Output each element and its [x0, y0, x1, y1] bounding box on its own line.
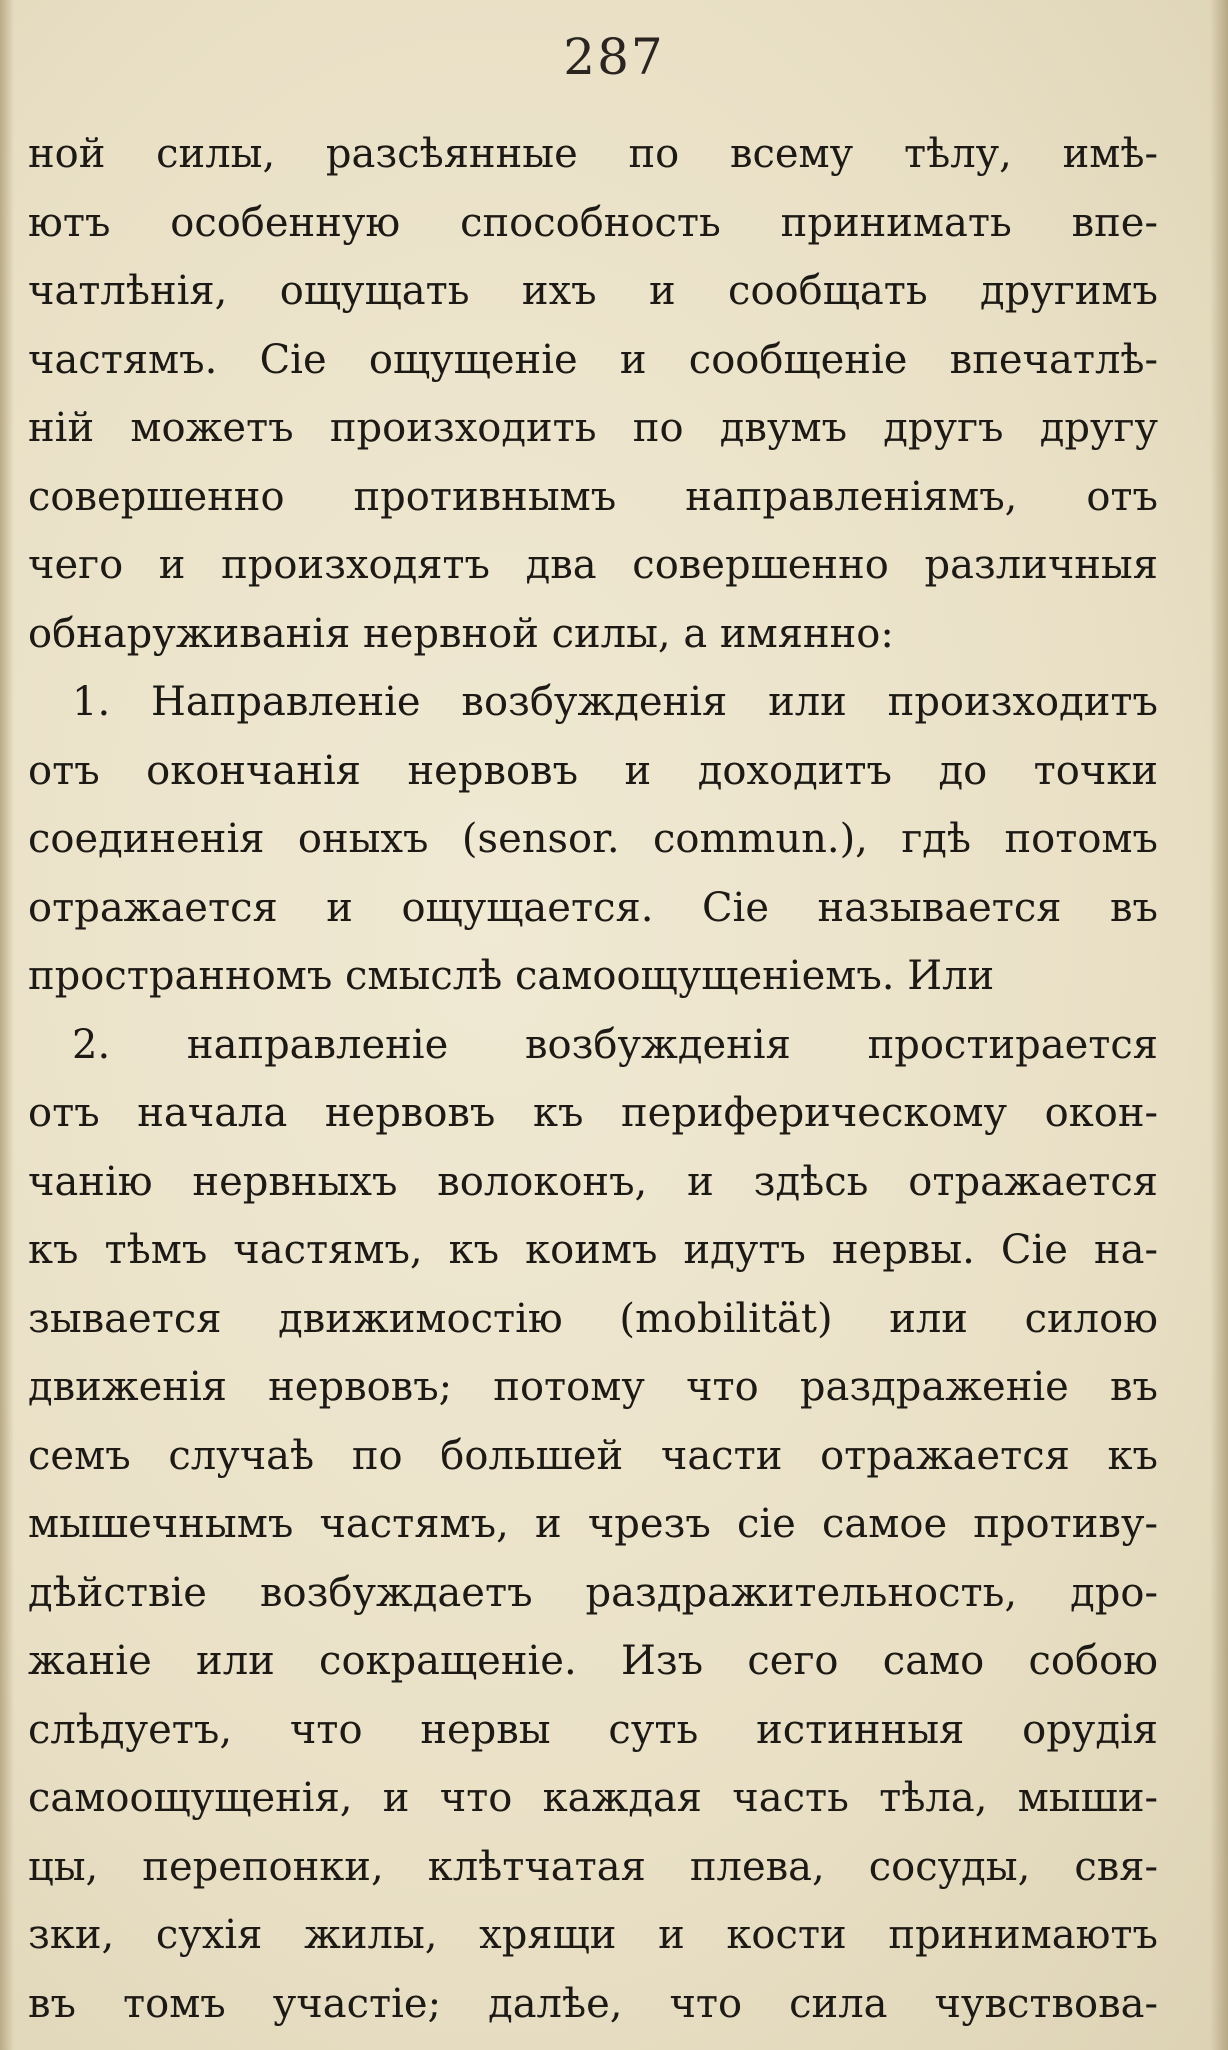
text-line: отъ начала нервовъ къ периферическому окон-: [28, 1090, 1158, 1136]
text-line: пространномъ смыслѣ самоощущеніемъ. Или: [28, 953, 995, 999]
text-line: дѣйствіе возбуждаетъ раздражительность, дро-: [28, 1569, 1158, 1616]
text-line: 1. Направленіе возбужденія или произходитъ: [72, 679, 1158, 725]
text-line: совершенно противнымъ направленіямъ, отъ: [28, 473, 1158, 520]
text-line: цы, перепонки, клѣтчатая плева, сосуды, свя-: [28, 1843, 1158, 1890]
text-line: самоощущенія, и что каждая часть тѣла, мыши-: [28, 1775, 1158, 1821]
text-line: частямъ. Сіе ощущеніе и сообщеніе впечатлѣ-: [28, 336, 1158, 383]
text-line: къ тѣмъ частямъ, къ коимъ идутъ нервы. Сіе на-: [28, 1227, 1158, 1273]
text-line: соединенія оныхъ (sensor. commun.), гдѣ потомъ: [28, 816, 1158, 862]
text-line: ютъ особенную способность принимать впе-: [28, 199, 1158, 246]
page-left-shadow: [0, 0, 14, 2050]
text-line: движенія нервовъ; потому что раздраженіе въ: [28, 1364, 1158, 1410]
text-line: чего и произходятъ два совершенно различныя: [28, 542, 1158, 588]
text-line: обнаруживанія нервной силы, а имянно:: [28, 610, 894, 657]
text-line: жаніе или сокращеніе. Изъ сего само собою: [28, 1638, 1158, 1684]
page-number: 287: [563, 28, 665, 86]
text-line: мышечнымъ частямъ, и чрезъ сіе самое противу-: [28, 1501, 1158, 1547]
body-text: [28, 120, 1158, 2038]
text-line: ной силы, разсѣянные по всему тѣлу, имѣ-: [28, 131, 1158, 177]
text-line: семъ случаѣ по большей части отражается къ: [28, 1432, 1158, 1479]
text-line: зки, сухія жилы, хрящи и кости принимаютъ: [28, 1912, 1158, 1958]
text-line: отъ окончанія нервовъ и доходитъ до точки: [28, 747, 1158, 794]
text-line: слѣдуетъ, что нервы суть истинныя орудія: [28, 1706, 1158, 1753]
text-line: отражается и ощущается. Сіе называется въ: [28, 884, 1158, 931]
text-line: чанію нервныхъ волоконъ, и здѣсь отражается: [28, 1158, 1158, 1205]
text-line: чатлѣнія, ощущать ихъ и сообщать другимъ: [28, 268, 1158, 314]
text-line: зывается движимостію (mobilität) или силою: [28, 1295, 1158, 1342]
page-right-shadow: [1210, 0, 1228, 2050]
text-line: ній можетъ произходить по двумъ другъ другу: [28, 405, 1158, 451]
text-line: въ томъ участіе; далѣе, что сила чувствова-: [28, 1980, 1158, 2027]
text-line: 2. направленіе возбужденія простирается: [72, 1021, 1158, 1068]
